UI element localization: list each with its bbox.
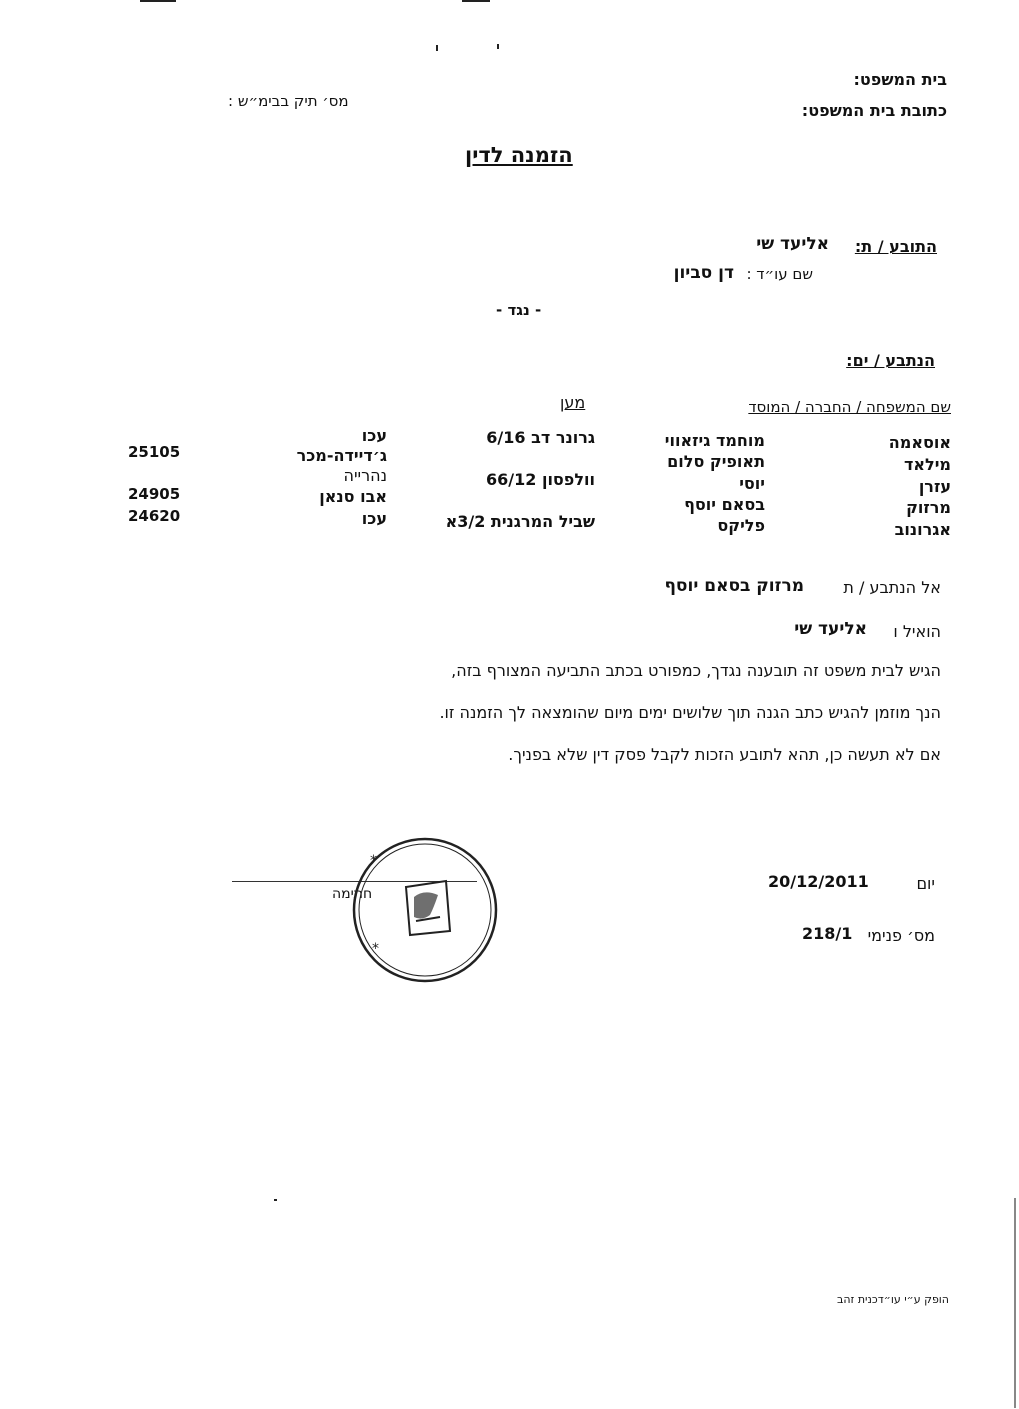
defendant-first-name: עזרן bbox=[918, 477, 951, 496]
scan-artifact bbox=[140, 0, 176, 2]
defendant-zip: 24905 bbox=[128, 485, 181, 503]
body-line-2: הנך מוזמן להגיש כתב הגנה תוך שלושים ימים מיום שהומצאה לך הזמנה זו. bbox=[439, 703, 941, 722]
defendant-first-name: מרזוק bbox=[906, 498, 951, 517]
defendant-last-name: תאופיק סלום bbox=[667, 452, 765, 471]
defendant-last-name: יוסי bbox=[739, 474, 765, 493]
defendant-city: נהרייה bbox=[343, 466, 387, 485]
defendant-city: עכו bbox=[361, 509, 387, 528]
scan-artifact bbox=[497, 44, 499, 49]
defendant-street: וולפסון 66/12 bbox=[486, 470, 595, 489]
defendants-label: הנתבע / ים: bbox=[846, 351, 935, 370]
defendant-city: עכו bbox=[361, 426, 387, 445]
defendant-city: ג׳דיידה-מכר bbox=[296, 446, 387, 465]
col-address-header: מען bbox=[560, 393, 586, 412]
plaintiff-label: התובע / ת: bbox=[854, 237, 937, 256]
defendant-last-name: בסאם יוסף bbox=[684, 495, 765, 514]
to-name: מרזוק בסאם יוסף bbox=[664, 576, 804, 596]
case-number-label: מס׳ תיק בבימ״ש : bbox=[228, 92, 349, 110]
scan-artifact bbox=[462, 0, 490, 2]
defendant-first-name: אגרונוב bbox=[894, 520, 951, 539]
scan-edge bbox=[1014, 1198, 1016, 1408]
lawyer-label: שם עו״ד : bbox=[746, 265, 813, 283]
versus-label: - נגד - bbox=[496, 301, 542, 319]
col-name-header: שם המשפחה / החברה / המוסד bbox=[748, 398, 951, 416]
internal-number-label: מס׳ פנימי bbox=[867, 926, 935, 945]
whereas-name: אליעד שי bbox=[794, 619, 867, 639]
defendant-city: אבו סנאן bbox=[319, 487, 387, 506]
scan-artifact bbox=[274, 1199, 277, 1201]
defendant-last-name: מוחמד גיזאווי bbox=[664, 431, 765, 450]
signature-label: חתימה bbox=[332, 886, 373, 902]
court-address-label: כתובת בית המשפט: bbox=[801, 101, 947, 120]
publisher-note: הופק ע״י עו״דכנית זהב bbox=[836, 1293, 949, 1306]
to-label: אל הנתבע / ת bbox=[843, 578, 941, 597]
date-value: 20/12/2011 bbox=[768, 872, 869, 891]
scan-artifact bbox=[436, 45, 438, 51]
stamp-star-icon: * bbox=[372, 941, 379, 957]
defendant-street: שביל המרגנית 3/2א bbox=[445, 512, 595, 531]
plaintiff-name: אליעד שי bbox=[756, 234, 829, 254]
defendant-zip: 25105 bbox=[128, 443, 181, 461]
defendant-first-name: אוסאמה bbox=[888, 433, 951, 452]
defendant-street: גרונר דב 6/16 bbox=[486, 428, 595, 447]
defendant-zip: 24620 bbox=[128, 507, 181, 525]
defendant-first-name: מילאד bbox=[903, 455, 951, 474]
lawyer-name: דן סביון bbox=[673, 263, 734, 283]
page-title: הזמנה לדין bbox=[465, 143, 573, 167]
defendant-last-name: פליקס bbox=[717, 516, 765, 535]
body-line-1: הגיש לבית משפט זה תובענה נגדך, כמפורט בכתב התביעה המצורף בזה, bbox=[451, 661, 941, 680]
internal-number-value: 218/1 bbox=[802, 924, 853, 943]
court-stamp bbox=[350, 835, 500, 985]
whereas-label: הואיל ו bbox=[893, 622, 941, 641]
body-line-3: אם לא תעשה כן, תהא לתובע הזכות לקבל פסק דין שלא בפניך. bbox=[508, 745, 941, 764]
stamp-star-icon: * bbox=[370, 853, 377, 869]
court-label: בית המשפט: bbox=[853, 70, 947, 89]
date-label: יום bbox=[916, 874, 935, 893]
